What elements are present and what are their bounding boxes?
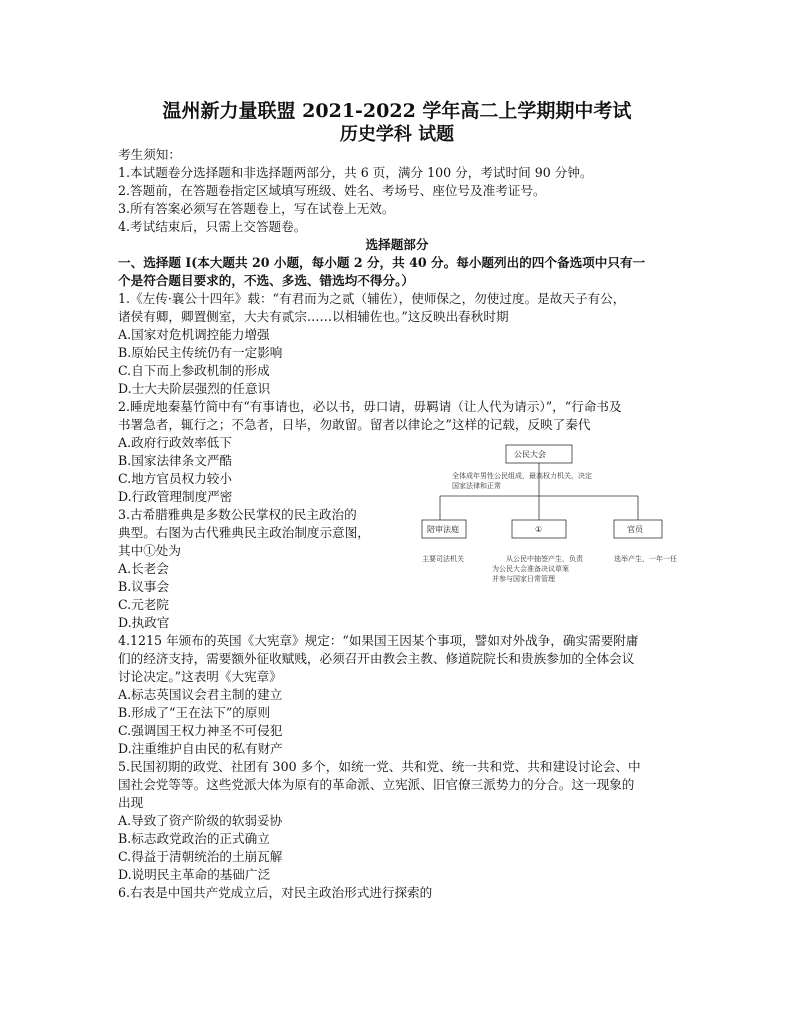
question-stem: 国社会党等等。这些党派大体为原有的革命派、立宪派、旧官僚三派势力的分合。这一现象的: [118, 777, 635, 792]
question-stem: 2.睡虎地秦墓竹简中有“有事请也，必以书，毋口请，毋羁请（让人代为请示）”，“行命书及: [118, 399, 622, 414]
notice-item: 3.所有答案必须写在答题卷上，写在试卷上无效。: [118, 201, 395, 216]
question-stem: 其中①处为: [118, 543, 181, 558]
question-option: C.自下而上参政机制的形成: [118, 363, 270, 378]
label-right: 官员: [627, 525, 643, 534]
question-option: C.元老院: [118, 597, 169, 612]
question-option: B.国家法律条文严酷: [118, 453, 233, 468]
question-option: C.强调国王权力神圣不可侵犯: [118, 723, 283, 738]
desc-top: 全体成年男性公民组成，最高权力机关，决定: [452, 472, 592, 480]
label-left: 陪审法庭: [427, 525, 459, 534]
section-intro: 个是符合题目要求的，不选、多选、错选均不得分。）: [118, 273, 414, 288]
exam-subtitle: 历史学科 试题: [339, 124, 455, 145]
notice-item: 4.考试结束后，只需上交答题卷。: [118, 219, 307, 234]
question-stem: 们的经济支持，需要额外征收赋贱，必须召开由教会主教、修道院院长和贵族参加的全体会议: [118, 651, 635, 666]
section-intro: 一、选择题 I(本大题共 20 小题，每小题 2 分，共 40 分。每小题列出的四个备选项中只有一: [118, 255, 646, 270]
question-stem: 出现: [118, 795, 144, 810]
question-option: B.形成了“王在法下”的原则: [118, 705, 271, 720]
desc-mid: 并参与国家日常管理: [492, 575, 555, 583]
question-option: A.标志英国议会君主制的建立: [118, 687, 283, 702]
question-option: A.导致了资产阶级的软弱妥协: [118, 813, 283, 828]
desc-mid: 从公民中抽签产生，负责: [506, 555, 583, 563]
question-option: A.长老会: [118, 561, 169, 576]
question-stem: 4.1215 年颁布的英国《大宪章》规定：“如果国王因某个事项，譬如对外战争，确实需要附庸: [118, 633, 639, 648]
question-stem: 典型。右图为古代雅典民主政治制度示意图，: [118, 525, 370, 540]
question-option: D.执政官: [118, 615, 170, 630]
question-stem: 1.《左传·襄公十四年》载：“有君而为之贰（辅佐），使师保之，勿使过度。是故天子有公，: [118, 291, 626, 306]
label-top: 公民大会: [514, 450, 546, 459]
desc-right: 选举产生，一年一任: [614, 555, 677, 563]
notice-heading: 考生须知：: [118, 147, 181, 162]
desc-mid: 为公民大会准备决议草案: [492, 565, 569, 573]
question-option: D.士大夫阶层强烈的任意识: [118, 381, 271, 396]
question-stem: 书署急者，辄行之；不急者，日毕，勿敢留。留者以律论之”这样的记载，反映了秦代: [118, 417, 591, 432]
question-option: B.原始民主传统仍有一定影响: [118, 345, 283, 360]
label-mid: ①: [535, 525, 543, 534]
desc-left: 主要司法机关: [422, 555, 464, 563]
question-stem: 5.民国初期的政党、社团有 300 多个，如统一党、共和党、统一共和党、共和建设讨论会、中: [118, 759, 641, 774]
question-option: A.国家对危机调控能力增强: [118, 327, 270, 342]
exam-title: 温州新力量联盟 2021-2022 学年高二上学期期中考试: [162, 100, 632, 122]
section-title: 选择题部分: [365, 237, 429, 252]
question-option: A.政府行政效率低下: [118, 435, 232, 450]
question-option: B.标志政党政治的正式确立: [118, 831, 270, 846]
question-option: D.行政管理制度严密: [118, 489, 233, 504]
question-stem: 3.古希腊雅典是多数公民掌权的民主政治的: [118, 507, 357, 522]
question-option: C.地方官员权力较小: [118, 471, 232, 486]
question-stem: 讨论决定。”这表明《大宪章》: [118, 669, 282, 684]
question-option: C.得益于清朝统治的土崩瓦解: [118, 849, 283, 864]
athens-democracy-diagram: [418, 440, 698, 600]
notice-item: 1.本试题卷分选择题和非选择题两部分，共 6 页，满分 100 分，考试时间 90 分钟。: [118, 165, 593, 180]
question-stem: 诸侯有卿，卿置侧室，大夫有贰宗……以相辅佐也。”这反映出春秋时期: [118, 309, 509, 324]
question-option: D.注重维护自由民的私有财产: [118, 741, 283, 756]
question-stem: 6.右表是中国共产党成立后，对民主政治形式进行探索的: [118, 885, 433, 900]
question-option: B.议事会: [118, 579, 170, 594]
question-option: D.说明民主革命的基础广泛: [118, 867, 271, 882]
desc-top: 国家法律和正常: [452, 482, 501, 490]
notice-item: 2.答题前，在答题卷指定区域填写班级、姓名、考场号、座位号及准考证号。: [118, 183, 546, 198]
